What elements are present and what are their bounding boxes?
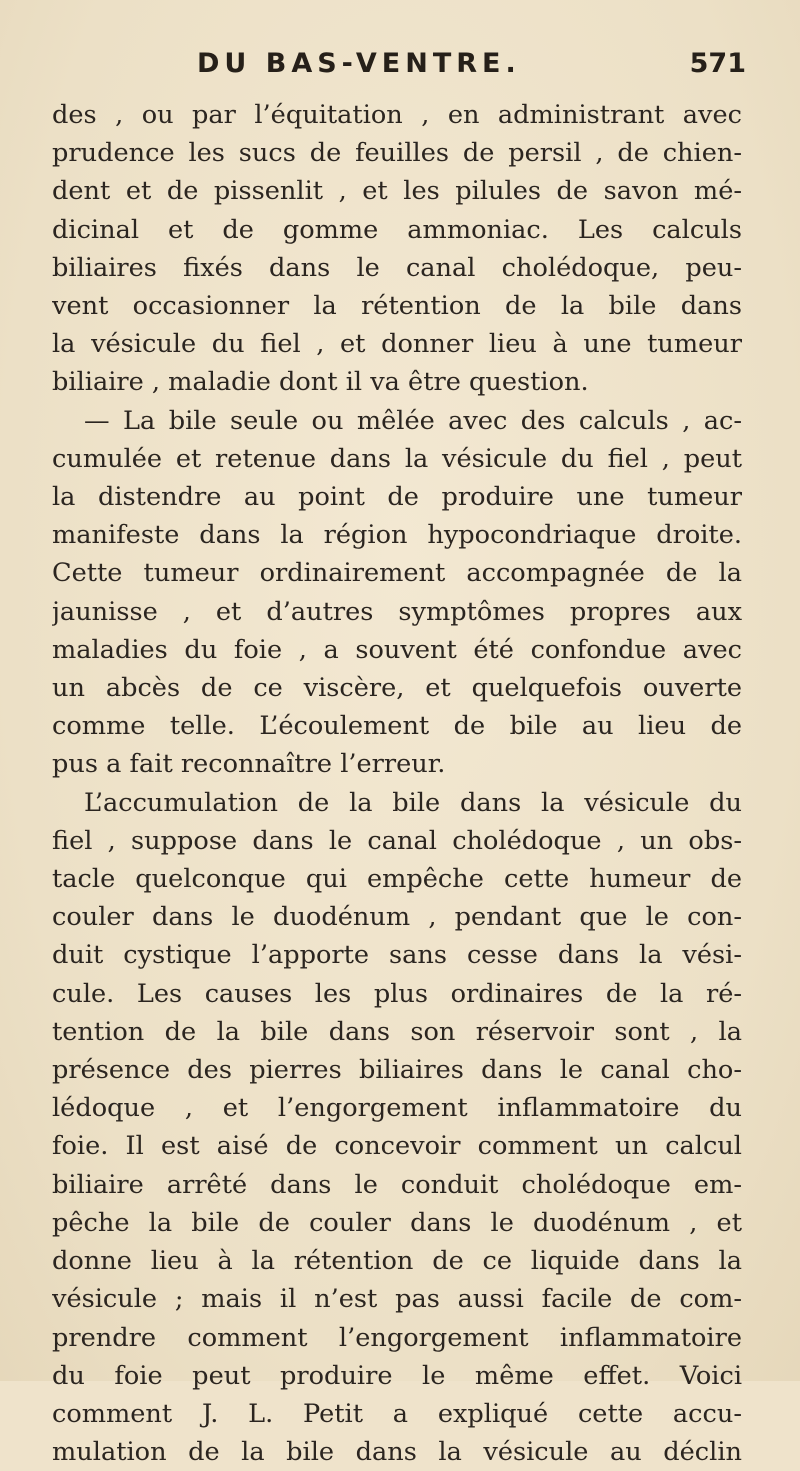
text-line: dicinal et de gomme ammoniac. Les calculs bbox=[52, 214, 742, 245]
text-line: comment J. L. Petit a expliqué cette accu- bbox=[52, 1398, 742, 1429]
text-line: prudence les sucs de feuilles de persil , de chien- bbox=[52, 138, 742, 169]
text-line: des , ou par l’équitation , en administrant avec bbox=[52, 100, 742, 130]
text-line: biliaire , maladie dont il va être question. bbox=[52, 367, 589, 398]
text-line: manifeste dans la région hypocondriaque droite. bbox=[52, 520, 742, 551]
text-line: cumulée et retenue dans la vésicule du fiel , peut bbox=[52, 443, 742, 474]
text-line: jaunisse , et d’autres symptômes propres aux bbox=[52, 596, 742, 627]
page-number: 571 bbox=[689, 48, 746, 79]
text-line: du foie peut produire le même effet. Voici bbox=[52, 1360, 742, 1391]
text-line: pus a fait reconnaître l’erreur. bbox=[52, 749, 446, 780]
text-line: maladies du foie , a souvent été confondue avec bbox=[52, 634, 742, 665]
text-line: dent et de pissenlit , et les pilules de savon mé- bbox=[52, 176, 742, 207]
text-line: un abcès de ce viscère, et quelquefois ouverte bbox=[52, 673, 742, 704]
text-line: fiel , suppose dans le canal cholédoque , un obs- bbox=[52, 825, 742, 856]
text-line: mulation de la bile dans la vésicule au déclin bbox=[52, 1437, 742, 1468]
text-line: donne lieu à la rétention de ce liquide dans la bbox=[52, 1246, 742, 1277]
running-title: DU BAS-VENTRE. bbox=[197, 48, 521, 79]
text-line: biliaires fixés dans le canal cholédoque, peu- bbox=[52, 252, 742, 283]
text-line: couler dans le duodénum , pendant que le con- bbox=[52, 902, 742, 933]
paragraph-start-line: — La bile seule ou mêlée avec des calculs , ac- bbox=[84, 405, 742, 436]
text-line: la vésicule du fiel , et donner lieu à une tumeur bbox=[52, 329, 742, 360]
text-line: tacle quelconque qui empêche cette humeur de bbox=[52, 864, 742, 895]
text-line: Cette tumeur ordinairement accompagnée de la bbox=[52, 558, 742, 589]
text-line: vésicule ; mais il n’est pas aussi facile de com- bbox=[52, 1284, 742, 1315]
text-line: vent occasionner la rétention de la bile dans bbox=[52, 291, 742, 322]
body-text bbox=[52, 96, 742, 1471]
text-line: foie. Il est aisé de concevoir comment un calcul bbox=[52, 1131, 742, 1162]
text-line: prendre comment l’engorgement inflammatoire bbox=[52, 1322, 742, 1353]
text-line: biliaire arrêté dans le conduit cholédoque em- bbox=[52, 1169, 742, 1200]
text-line: tention de la bile dans son réservoir sont , la bbox=[52, 1016, 742, 1047]
text-line: comme telle. L’écoulement de bile au lieu de bbox=[52, 711, 742, 742]
text-line: présence des pierres biliaires dans le canal cho- bbox=[52, 1055, 742, 1086]
text-line: cule. Les causes les plus ordinaires de la ré- bbox=[52, 978, 742, 1009]
text-line: la distendre au point de produire une tumeur bbox=[52, 482, 742, 513]
text-line: lédoque , et l’engorgement inflammatoire du bbox=[52, 1093, 742, 1124]
text-line: pêche la bile de couler dans le duodénum , et bbox=[52, 1207, 742, 1238]
text-line: duit cystique l’apporte sans cesse dans la vési- bbox=[52, 940, 742, 971]
paragraph-start-line: L’accumulation de la bile dans la vésicule du bbox=[84, 787, 742, 818]
running-header bbox=[52, 48, 746, 96]
